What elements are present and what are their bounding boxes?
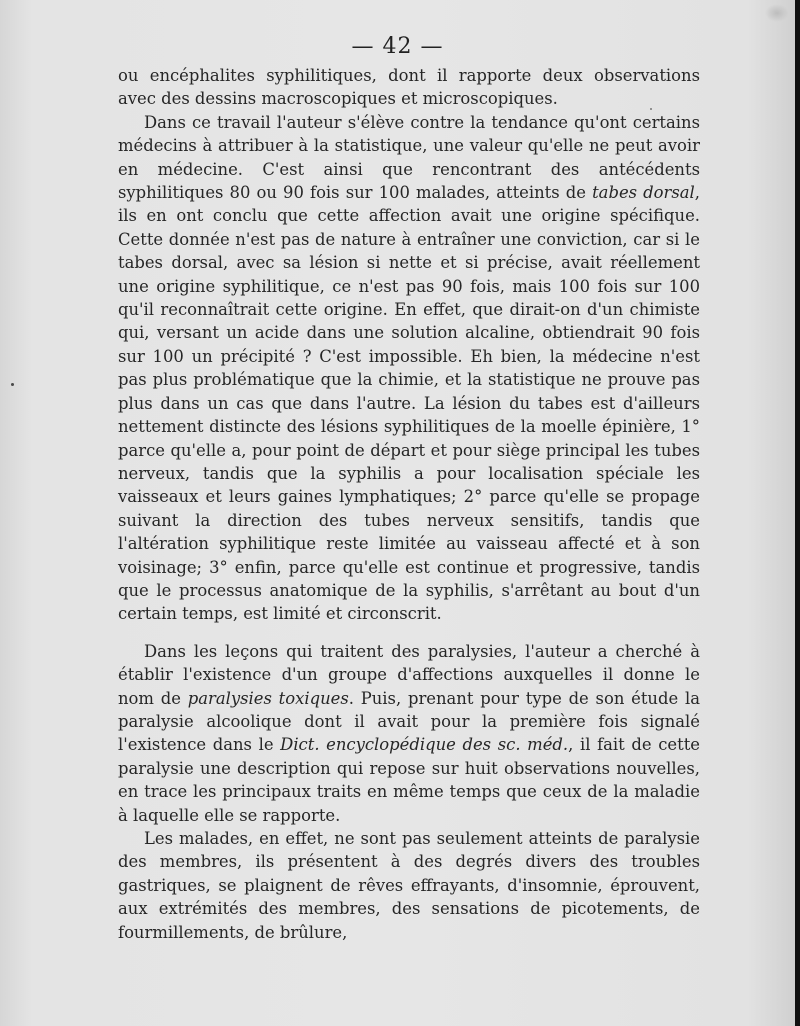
italic-term: paralysies toxiques: [187, 688, 349, 708]
ink-bleed-mark: [765, 4, 789, 22]
dust-speck: [11, 383, 14, 386]
body-text: [118, 64, 700, 944]
paragraph-4: [118, 827, 700, 944]
page-number: — 42 —: [351, 34, 444, 59]
paragraph-text: , il fait de cette paralysie une description qui repose sur huit observations nouvelles, en trace les principaux traits en même temps que ceux de la maladie à laquelle elle se rapporte.: [118, 735, 700, 825]
paragraph-text: , ils en ont conclu que cette affection avait une origine spécifique. Cette donnée n'est pas de nature à entraîner une conviction, car si le tabes dorsal, avec sa lésion si nette et si précise, avait réellement une origine syphilitique, ce n'est pas 90 fois, mais 100 fois sur 100 qu'il reconnaîtrait cette origine. En effet, que dirait-on d'un chimiste qui, versant un acide dans une solution alcaline, obtiendrait 90 fois sur 100 un précipité ? C'est impossible. Eh bien, la médecine n'est pas plus problématique que la chimie, et la statistique ne prouve pas plus dans un cas que dans l'autre. La lésion du tabes est d'ailleurs nettement distincte des lésions syphilitiques de la moelle épinière, 1° parce qu'elle a, pour point de départ et pour siège principal les tubes nerveux, tandis que la syphilis a pour localisation spéciale les vaisseaux et leurs gaines lymphatiques; 2° parce qu'elle se propage suivant la direction des tubes nerveux sensitifs, tandis que l'altération syphilitique reste limitée au vaisseau affecté et à son voisinage; 3° enfin, parce qu'elle est continue et progressive, tandis que le processus anatomique de la syphilis, s'arrêtant au bout d'un certain temps, est limité et circonscrit.: [118, 183, 701, 624]
paragraph-text: Les malades, en effet, ne sont pas seulement atteints de paralysie des membres, ils présentent à des degrés divers des troubles gastriques, se plaignent de rêves effrayants, d'insomnie, éprouvent, aux extrémités des membres, des sensations de picotements, de fourmillements, de brûlure,: [118, 829, 700, 942]
scan-border: [795, 0, 800, 1026]
paragraph-text: Dans ce travail l'auteur s'élève contre la tendance qu'ont certains médecins à attribuer à la statistique, une valeur qu'elle ne peut avoir en médecine. C'est ainsi que rencontrant des antécédents syphilitiques 80 ou 90 fois sur 100 malades, atteints de: [118, 112, 700, 203]
paragraph-text: ou encéphalites syphilitiques, dont il rapporte deux observations avec des dessins macroscopiques et microscopiques.: [118, 66, 700, 109]
paragraph-text: Dans les leçons qui traitent des paralysies, l'auteur a cherché à établir l'existence d'un groupe d'affections auxquelles il donne le nom de: [118, 641, 700, 708]
paragraph-3: [118, 640, 700, 827]
italic-term: tabes dorsal: [592, 183, 695, 203]
paragraph-text: . Puis, prenant pour type de son étude la paralysie alcoolique dont il avait pour la première fois signalé l'existence dans le: [118, 688, 700, 755]
paragraph-2: [118, 111, 700, 626]
italic-citation: Dict. encyclopédique des sc. méd.: [280, 735, 569, 755]
paragraph-1: [118, 64, 700, 111]
